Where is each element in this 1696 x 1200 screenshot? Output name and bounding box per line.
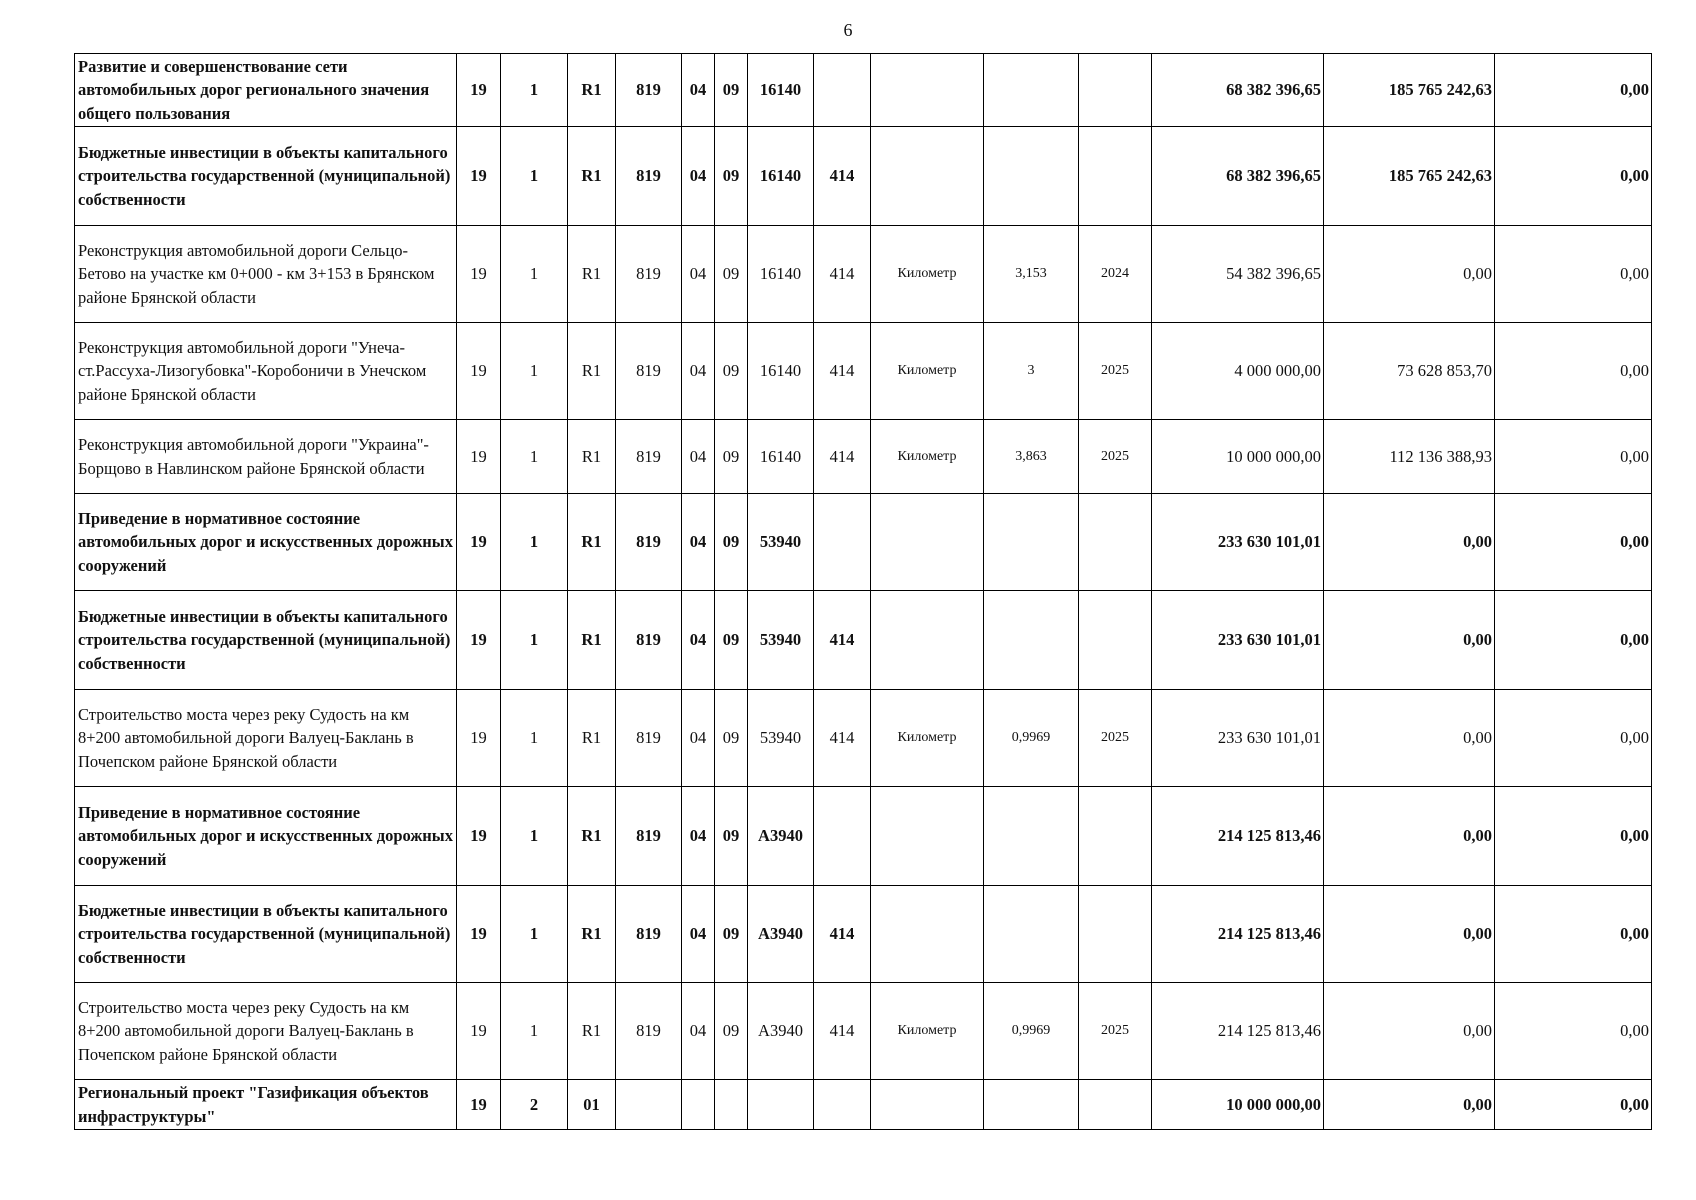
subsection-code: 09 (715, 323, 748, 420)
grbs-code: 819 (616, 420, 682, 494)
grbs-code: 819 (616, 886, 682, 983)
subprogram-code: 1 (501, 494, 568, 591)
grbs-code: 819 (616, 591, 682, 690)
project-code: R1 (568, 690, 616, 787)
amount-year-2: 0,00 (1324, 787, 1495, 886)
subprogram-code: 1 (501, 127, 568, 226)
grbs-code (616, 1080, 682, 1130)
amount-year-3: 0,00 (1495, 127, 1652, 226)
amount-year-2: 0,00 (1324, 226, 1495, 323)
project-code: R1 (568, 494, 616, 591)
table-row (75, 127, 1652, 226)
grbs-code: 819 (616, 127, 682, 226)
item-name: Реконструкция автомобильной дороги "Унеча-ст.Рассуха-Лизогубовка"-Коробоничи в Унечском районе Брянской области (75, 323, 457, 420)
program-code: 19 (457, 323, 501, 420)
expense-type-code: 414 (814, 226, 871, 323)
target-article-code: А3940 (748, 983, 814, 1080)
target-article-code: 53940 (748, 494, 814, 591)
subsection-code: 09 (715, 690, 748, 787)
item-name: Региональный проект "Газификация объектов инфраструктуры" (75, 1080, 457, 1130)
amount-year-1: 68 382 396,65 (1152, 54, 1324, 127)
unit-of-measure (871, 127, 984, 226)
item-name: Строительство моста через реку Судость на км 8+200 автомобильной дороги Валуец-Баклань в Почепском районе Брянской области (75, 690, 457, 787)
expense-type-code: 414 (814, 690, 871, 787)
page-number: 6 (843, 20, 853, 40)
target-article-code (748, 1080, 814, 1130)
section-code: 04 (682, 420, 715, 494)
project-code: R1 (568, 787, 616, 886)
subsection-code: 09 (715, 226, 748, 323)
capacity-value: 3,153 (984, 226, 1079, 323)
unit-of-measure (871, 591, 984, 690)
amount-year-1: 233 630 101,01 (1152, 591, 1324, 690)
item-name: Бюджетные инвестиции в объекты капитального строительства государственной (муниципальной) собственности (75, 591, 457, 690)
amount-year-2: 0,00 (1324, 690, 1495, 787)
section-code: 04 (682, 226, 715, 323)
amount-year-2: 0,00 (1324, 886, 1495, 983)
grbs-code: 819 (616, 983, 682, 1080)
expense-type-code: 414 (814, 886, 871, 983)
expense-type-code: 414 (814, 420, 871, 494)
project-code: R1 (568, 226, 616, 323)
commissioning-year: 2025 (1079, 690, 1152, 787)
table-row (75, 420, 1652, 494)
item-name: Реконструкция автомобильной дороги Сельцо-Бетово на участке км 0+000 - км 3+153 в Брянском районе Брянской области (75, 226, 457, 323)
unit-of-measure (871, 54, 984, 127)
subsection-code: 09 (715, 591, 748, 690)
amount-year-1: 233 630 101,01 (1152, 494, 1324, 591)
item-name: Реконструкция автомобильной дороги "Украина"-Борщово в Навлинском районе Брянской области (75, 420, 457, 494)
capacity-value (984, 54, 1079, 127)
item-name: Приведение в нормативное состояние автомобильных дорог и искусственных дорожных сооружений (75, 494, 457, 591)
target-article-code: А3940 (748, 886, 814, 983)
subprogram-code: 1 (501, 323, 568, 420)
commissioning-year: 2025 (1079, 420, 1152, 494)
subprogram-code: 1 (501, 690, 568, 787)
amount-year-1: 233 630 101,01 (1152, 690, 1324, 787)
amount-year-3: 0,00 (1495, 226, 1652, 323)
amount-year-3: 0,00 (1495, 591, 1652, 690)
amount-year-2: 73 628 853,70 (1324, 323, 1495, 420)
project-code: R1 (568, 127, 616, 226)
capacity-value: 3 (984, 323, 1079, 420)
commissioning-year (1079, 591, 1152, 690)
target-article-code: 16140 (748, 54, 814, 127)
amount-year-2: 185 765 242,63 (1324, 127, 1495, 226)
grbs-code: 819 (616, 323, 682, 420)
capacity-value (984, 494, 1079, 591)
program-code: 19 (457, 494, 501, 591)
amount-year-3: 0,00 (1495, 787, 1652, 886)
program-code: 19 (457, 54, 501, 127)
program-code: 19 (457, 1080, 501, 1130)
amount-year-2: 0,00 (1324, 591, 1495, 690)
unit-of-measure: Километр (871, 983, 984, 1080)
commissioning-year (1079, 787, 1152, 886)
project-code: R1 (568, 591, 616, 690)
commissioning-year: 2025 (1079, 983, 1152, 1080)
amount-year-1: 68 382 396,65 (1152, 127, 1324, 226)
section-code: 04 (682, 690, 715, 787)
target-article-code: А3940 (748, 787, 814, 886)
capacity-value (984, 1080, 1079, 1130)
table-row (75, 323, 1652, 420)
section-code: 04 (682, 323, 715, 420)
program-code: 19 (457, 690, 501, 787)
expense-type-code (814, 54, 871, 127)
table-row (75, 787, 1652, 886)
amount-year-3: 0,00 (1495, 983, 1652, 1080)
subprogram-code: 1 (501, 787, 568, 886)
capacity-value: 0,9969 (984, 690, 1079, 787)
amount-year-2: 185 765 242,63 (1324, 54, 1495, 127)
unit-of-measure: Километр (871, 226, 984, 323)
subsection-code: 09 (715, 420, 748, 494)
project-code: R1 (568, 886, 616, 983)
amount-year-3: 0,00 (1495, 886, 1652, 983)
grbs-code: 819 (616, 54, 682, 127)
project-code: R1 (568, 323, 616, 420)
item-name: Приведение в нормативное состояние автомобильных дорог и искусственных дорожных сооружений (75, 787, 457, 886)
capacity-value (984, 886, 1079, 983)
target-article-code: 53940 (748, 591, 814, 690)
amount-year-3: 0,00 (1495, 323, 1652, 420)
program-code: 19 (457, 591, 501, 690)
table-row (75, 983, 1652, 1080)
amount-year-3: 0,00 (1495, 494, 1652, 591)
amount-year-3: 0,00 (1495, 420, 1652, 494)
capacity-value: 0,9969 (984, 983, 1079, 1080)
section-code (682, 1080, 715, 1130)
amount-year-1: 10 000 000,00 (1152, 1080, 1324, 1130)
unit-of-measure (871, 787, 984, 886)
expense-type-code: 414 (814, 323, 871, 420)
target-article-code: 53940 (748, 690, 814, 787)
subprogram-code: 2 (501, 1080, 568, 1130)
unit-of-measure: Километр (871, 690, 984, 787)
subprogram-code: 1 (501, 54, 568, 127)
unit-of-measure (871, 886, 984, 983)
amount-year-1: 10 000 000,00 (1152, 420, 1324, 494)
amount-year-1: 4 000 000,00 (1152, 323, 1324, 420)
subsection-code: 09 (715, 983, 748, 1080)
unit-of-measure (871, 494, 984, 591)
expense-type-code (814, 494, 871, 591)
amount-year-1: 54 382 396,65 (1152, 226, 1324, 323)
subsection-code: 09 (715, 54, 748, 127)
item-name: Развитие и совершенствование сети автомобильных дорог регионального значения общего пользования (75, 54, 457, 127)
grbs-code: 819 (616, 690, 682, 787)
expense-type-code (814, 1080, 871, 1130)
project-code: 01 (568, 1080, 616, 1130)
amount-year-2: 0,00 (1324, 1080, 1495, 1130)
unit-of-measure: Километр (871, 420, 984, 494)
capacity-value (984, 787, 1079, 886)
project-code: R1 (568, 420, 616, 494)
section-code: 04 (682, 127, 715, 226)
commissioning-year (1079, 54, 1152, 127)
table-row (75, 886, 1652, 983)
project-code: R1 (568, 983, 616, 1080)
grbs-code: 819 (616, 226, 682, 323)
program-code: 19 (457, 226, 501, 323)
amount-year-2: 0,00 (1324, 983, 1495, 1080)
table-row (75, 690, 1652, 787)
section-code: 04 (682, 787, 715, 886)
amount-year-2: 0,00 (1324, 494, 1495, 591)
commissioning-year (1079, 886, 1152, 983)
program-code: 19 (457, 420, 501, 494)
table-row (75, 226, 1652, 323)
grbs-code: 819 (616, 787, 682, 886)
subsection-code (715, 1080, 748, 1130)
section-code: 04 (682, 54, 715, 127)
commissioning-year (1079, 1080, 1152, 1130)
project-code: R1 (568, 54, 616, 127)
subsection-code: 09 (715, 886, 748, 983)
expense-type-code (814, 787, 871, 886)
target-article-code: 16140 (748, 420, 814, 494)
subprogram-code: 1 (501, 591, 568, 690)
section-code: 04 (682, 494, 715, 591)
subprogram-code: 1 (501, 420, 568, 494)
target-article-code: 16140 (748, 127, 814, 226)
commissioning-year: 2024 (1079, 226, 1152, 323)
amount-year-1: 214 125 813,46 (1152, 787, 1324, 886)
table-row (75, 494, 1652, 591)
unit-of-measure (871, 1080, 984, 1130)
subprogram-code: 1 (501, 983, 568, 1080)
target-article-code: 16140 (748, 323, 814, 420)
item-name: Бюджетные инвестиции в объекты капитального строительства государственной (муниципальной) собственности (75, 886, 457, 983)
section-code: 04 (682, 886, 715, 983)
subprogram-code: 1 (501, 886, 568, 983)
commissioning-year: 2025 (1079, 323, 1152, 420)
budget-table (74, 53, 1652, 1130)
capacity-value: 3,863 (984, 420, 1079, 494)
grbs-code: 819 (616, 494, 682, 591)
amount-year-3: 0,00 (1495, 54, 1652, 127)
commissioning-year (1079, 127, 1152, 226)
table-row (75, 1080, 1652, 1130)
capacity-value (984, 127, 1079, 226)
program-code: 19 (457, 886, 501, 983)
amount-year-2: 112 136 388,93 (1324, 420, 1495, 494)
capacity-value (984, 591, 1079, 690)
program-code: 19 (457, 983, 501, 1080)
amount-year-1: 214 125 813,46 (1152, 886, 1324, 983)
amount-year-3: 0,00 (1495, 1080, 1652, 1130)
commissioning-year (1079, 494, 1152, 591)
table-row (75, 54, 1652, 127)
subsection-code: 09 (715, 127, 748, 226)
program-code: 19 (457, 787, 501, 886)
amount-year-3: 0,00 (1495, 690, 1652, 787)
expense-type-code: 414 (814, 591, 871, 690)
table-row (75, 591, 1652, 690)
item-name: Бюджетные инвестиции в объекты капитального строительства государственной (муниципальной) собственности (75, 127, 457, 226)
target-article-code: 16140 (748, 226, 814, 323)
subsection-code: 09 (715, 787, 748, 886)
unit-of-measure: Километр (871, 323, 984, 420)
table-body (75, 54, 1652, 1130)
expense-type-code: 414 (814, 983, 871, 1080)
item-name: Строительство моста через реку Судость на км 8+200 автомобильной дороги Валуец-Баклань в Почепском районе Брянской области (75, 983, 457, 1080)
expense-type-code: 414 (814, 127, 871, 226)
subprogram-code: 1 (501, 226, 568, 323)
program-code: 19 (457, 127, 501, 226)
section-code: 04 (682, 591, 715, 690)
amount-year-1: 214 125 813,46 (1152, 983, 1324, 1080)
section-code: 04 (682, 983, 715, 1080)
subsection-code: 09 (715, 494, 748, 591)
